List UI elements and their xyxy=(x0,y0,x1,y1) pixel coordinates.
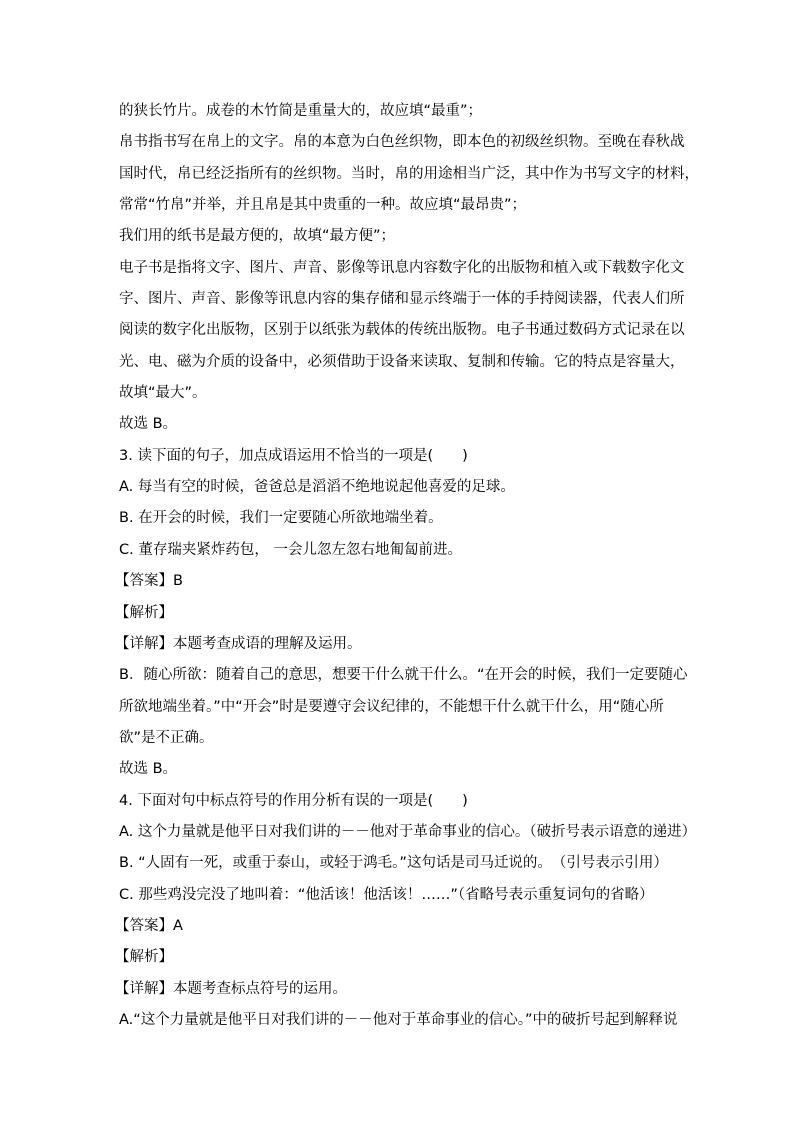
text-line: A.“这个力量就是他平日对我们讲的－－他对于革命事业的信心。”中的破折号起到解释说 xyxy=(119,1011,678,1028)
text-line: 4. 下面对句中标点符号的作用分析有误的一项是( ) xyxy=(119,792,468,809)
text-line: 帛书指书写在帛上的文字。帛的本意为白色丝织物，即本色的初级丝织物。至晚在春秋战 xyxy=(119,134,685,151)
text-line: C. 那些鸡没完没了地叫着：“他活该！他活该！……”（省略号表示重复词句的省略） xyxy=(119,886,654,903)
text-line: 光、电、磁为介质的设备中，必须借助于设备来读取、复制和传输。它的特点是容量大， xyxy=(119,353,685,370)
text-line: 国时代，帛已经泛指所有的丝织物。当时，帛的用途相当广泛，其中作为书写文字的材料， xyxy=(119,165,699,182)
text-line: 电子书是指将文字、图片、声音、影像等讯息内容数字化的出版物和植入或下载数字化文 xyxy=(119,259,685,276)
text-line: 【详解】本题考查标点符号的运用。 xyxy=(115,980,347,997)
text-line: 3. 读下面的句子，加点成语运用不恰当的一项是( ) xyxy=(119,447,468,464)
text-line: 【答案】B xyxy=(115,573,183,590)
text-line: 阅读的数字化出版物，区别于以纸张为载体的传统出版物。电子书通过数码方式记录在以 xyxy=(119,322,685,339)
text-line: B. “人固有一死，或重于泰山，或轻于鸿毛。”这句话是司马迁说的。 （引号表示引用） xyxy=(119,855,668,872)
text-line: 【解析】 xyxy=(115,604,173,621)
document-page xyxy=(115,96,699,1036)
text-line: 故选 B。 xyxy=(119,416,178,433)
text-line: 的狭长竹片。成卷的木竹简是重量大的，故应填“最重”； xyxy=(119,103,483,119)
text-line: 所欲地端坐着。”中“开会”时是要遵守会议纪律的，不能想干什么就干什么，用“随心所 xyxy=(119,698,664,715)
text-line: B．随心所欲：随着自己的意思，想要干什么就干什么。“在开会的时候，我们一定要随心 xyxy=(119,667,688,684)
text-line: 常常“竹帛”并举，并且帛是其中贵重的一种。故应填“最昂贵”； xyxy=(119,197,527,214)
text-line: B. 在开会的时候，我们一定要随心所欲地端坐着。 xyxy=(119,510,443,527)
text-line: 故填“最大”。 xyxy=(119,385,207,402)
text-line: 欲”是不正确。 xyxy=(119,729,214,746)
text-line: 【详解】本题考查成语的理解及运用。 xyxy=(115,635,362,652)
text-line: 【答案】A xyxy=(115,917,183,934)
text-line: A. 每当有空的时候，爸爸总是滔滔不绝地说起他喜爱的足球。 xyxy=(119,479,515,496)
text-line: 我们用的纸书是最方便的，故填“最方便”； xyxy=(119,228,396,245)
text-line: 【解析】 xyxy=(115,949,173,966)
text-line: C. 董存瑞夹紧炸药包， 一会儿忽左忽右地匍匐前进。 xyxy=(119,541,462,558)
text-line: 故选 B。 xyxy=(119,761,178,778)
text-line: 字、图片、声音、影像等讯息内容的集存储和显示终端于一体的手持阅读器，代表人们所 xyxy=(119,291,685,308)
text-line: A. 这个力量就是他平日对我们讲的－－他对于革命事业的信心。（破折号表示语意的递进） xyxy=(119,823,697,840)
